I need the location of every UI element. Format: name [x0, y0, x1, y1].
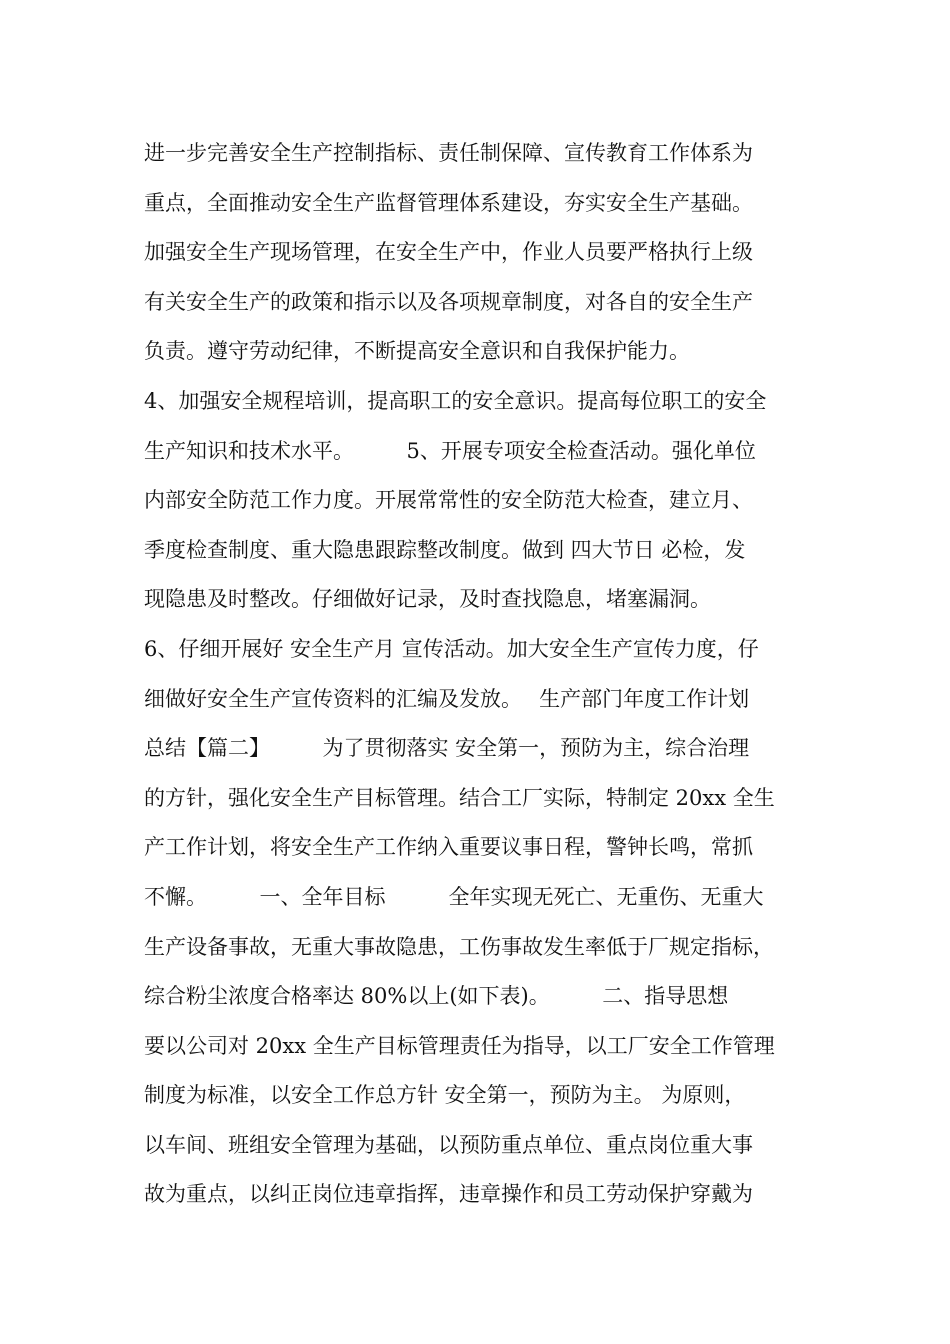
text-line: 负责。遵守劳动纪律，不断提高安全意识和自我保护能力。: [144, 339, 690, 364]
text-line: 总结【篇二】 为了贯彻落实 安全第一，预防为主，综合治理: [144, 736, 750, 761]
text-line: 产工作计划，将安全生产工作纳入重要议事日程，警钟长鸣，常抓: [144, 835, 753, 860]
text-line: 有关安全生产的政策和指示以及各项规章制度，对各自的安全生产: [144, 289, 753, 314]
text-line: 细做好安全生产宣传资料的汇编及发放。 生产部门年度工作计划: [144, 686, 750, 711]
text-line: 内部安全防范工作力度。开展常常性的安全防范大检查，建立月、: [144, 488, 753, 513]
text-line: 综合粉尘浓度合格率达 80%以上(如下表)。 二、指导思想: [144, 984, 729, 1009]
text-line: 6、仔细开展好 安全生产月 宣传活动。加大安全生产宣传力度，仔: [144, 636, 759, 661]
text-line: 现隐患及时整改。仔细做好记录，及时查找隐息，堵塞漏洞。: [144, 587, 711, 612]
text-line: 故为重点，以纠正岗位违章指挥，违章操作和员工劳动保护穿戴为: [144, 1182, 753, 1207]
text-line: 要以公司对 20xx 全生产目标管理责任为指导，以工厂安全工作管理: [144, 1033, 775, 1058]
text-line: 不懈。 一、全年目标 全年实现无死亡、无重伤、无重大: [144, 884, 764, 909]
text-line: 生产知识和技术水平。 5、开展专项安全检查活动。强化单位: [144, 438, 756, 463]
text-line: 4、加强安全规程培训，提高职工的安全意识。提高每位职工的安全: [144, 388, 767, 413]
text-line: 进一步完善安全生产控制指标、责任制保障、宣传教育工作体系为: [144, 141, 753, 165]
body-text: [144, 129, 844, 1220]
text-line: 季度检查制度、重大隐患跟踪整改制度。做到 四大节日 必检，发: [144, 537, 746, 562]
text-line: 的方针，强化安全生产目标管理。结合工厂实际，特制定 20xx 全生: [144, 785, 775, 810]
text-line: 加强安全生产现场管理，在安全生产中，作业人员要严格执行上级: [144, 240, 753, 265]
text-line: 重点，全面推动安全生产监督管理体系建设，夯实安全生产基础。: [144, 190, 753, 215]
text-line: 生产设备事故，无重大事故隐患，工伤事故发生率低于厂规定指标，: [144, 934, 774, 959]
text-line: 以车间、班组安全管理为基础，以预防重点单位、重点岗位重大事: [144, 1132, 753, 1157]
text-line: 制度为标准，以安全工作总方针 安全第一，预防为主。 为原则，: [144, 1083, 746, 1108]
